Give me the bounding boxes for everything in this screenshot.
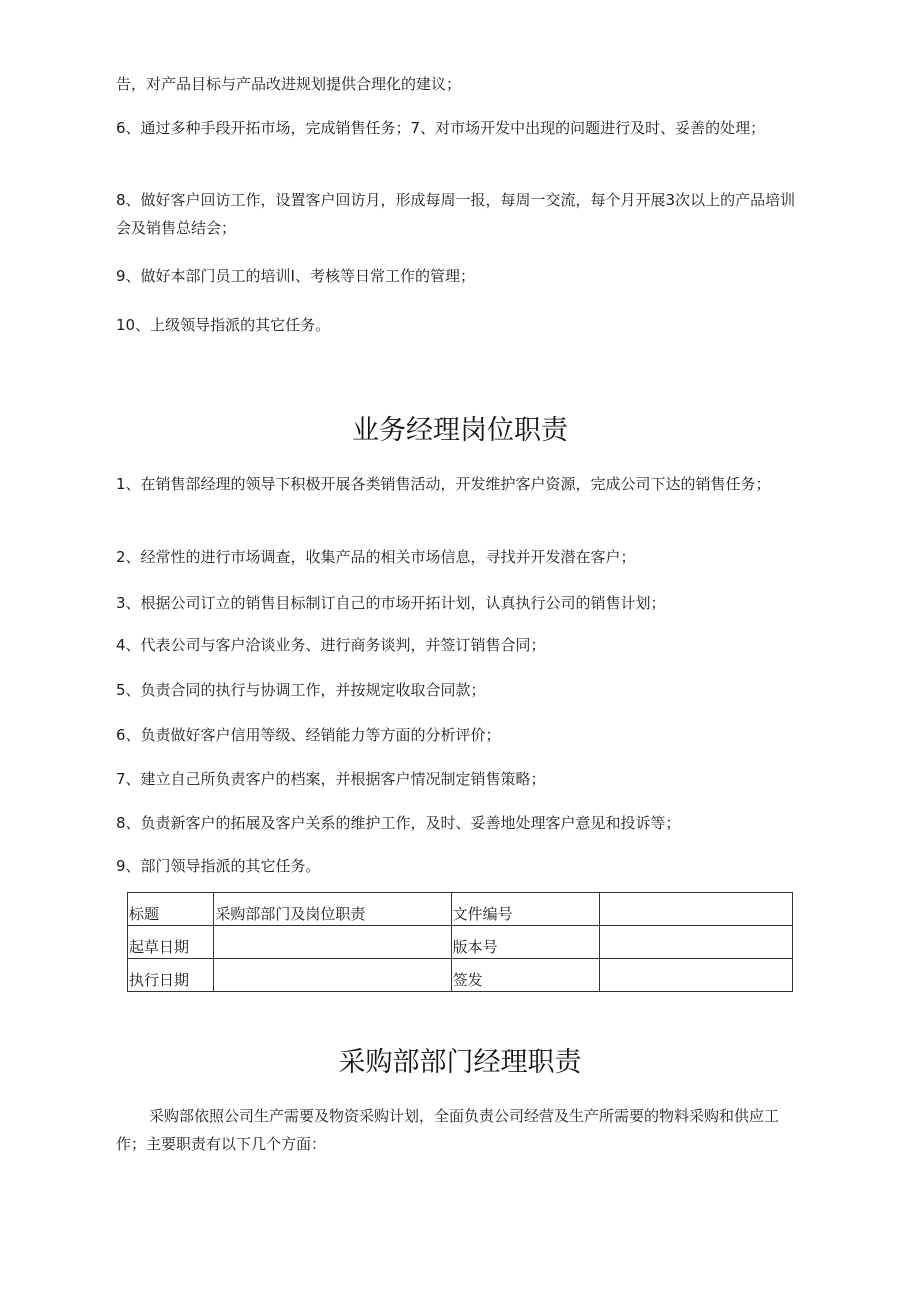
section-title-purchasing-manager: 采购部部门经理职责 [338,1047,582,1078]
section-title-business-manager: 业务经理岗位职责 [352,415,568,446]
duty-item: 2、经常性的进行市场调查，收集产品的相关市场信息，寻找并开发潜在客户； [116,548,636,566]
table-cell [214,926,451,959]
table-cell [214,959,451,992]
table-cell: 执行日期 [128,959,214,992]
duty-item: 4、代表公司与客户洽谈业务、进行商务谈判，并签订销售合同； [116,636,546,654]
duty-item: 3、根据公司订立的销售目标制订自己的市场开拓计划，认真执行公司的销售计划； [116,594,666,612]
section-intro: 采购部依照公司生产需要及物资采购计划，全面负责公司经营及生产所需要的物料采购和供应工作；主要职责有以下几个方面： [116,1107,780,1153]
duty-item: 告，对产品目标与产品改进规划提供合理化的建议； [116,75,462,93]
duty-item: 10、上级领导指派的其它任务。 [116,316,331,334]
table-cell [599,926,792,959]
table-cell: 标题 [128,893,214,926]
table-cell [599,959,792,992]
table-cell: 文件编号 [451,893,599,926]
duty-item: 6、通过多种手段开拓市场，完成销售任务；7、对市场开发中出现的问题进行及时、妥善的处理； [116,119,766,137]
duty-item: 5、负责合同的执行与协调工作，并按规定收取合同款； [116,681,486,699]
table-cell: 采购部部门及岗位职责 [214,893,451,926]
table-cell: 版本号 [451,926,599,959]
table-row [128,926,793,959]
duty-item: 7、建立自己所负责客户的档案，并根据客户情况制定销售策略； [116,770,546,788]
table-cell: 起草日期 [128,926,214,959]
duty-item: 8、负责新客户的拓展及客户关系的维护工作，及时、妥善地处理客户意见和投诉等； [116,814,681,832]
duty-item: 6、负责做好客户信用等级、经销能力等方面的分析评价； [116,726,501,744]
table-row [128,893,793,926]
document-info-table [127,892,793,992]
duty-item: 8、做好客户回访工作，设置客户回访月，形成每周一报，每周一交流，每个月开展3次以上的产品培训会及销售总结会； [116,191,796,237]
duty-item: 1、在销售部经理的领导下积极开展各类销售活动，开发维护客户资源，完成公司下达的销售任务； [116,475,771,493]
duty-item: 9、做好本部门员工的培训I、考核等日常工作的管理； [116,267,475,285]
table-cell [599,893,792,926]
table-row [128,959,793,992]
table-cell: 签发 [451,959,599,992]
duty-item: 9、部门领导指派的其它任务。 [116,857,321,875]
